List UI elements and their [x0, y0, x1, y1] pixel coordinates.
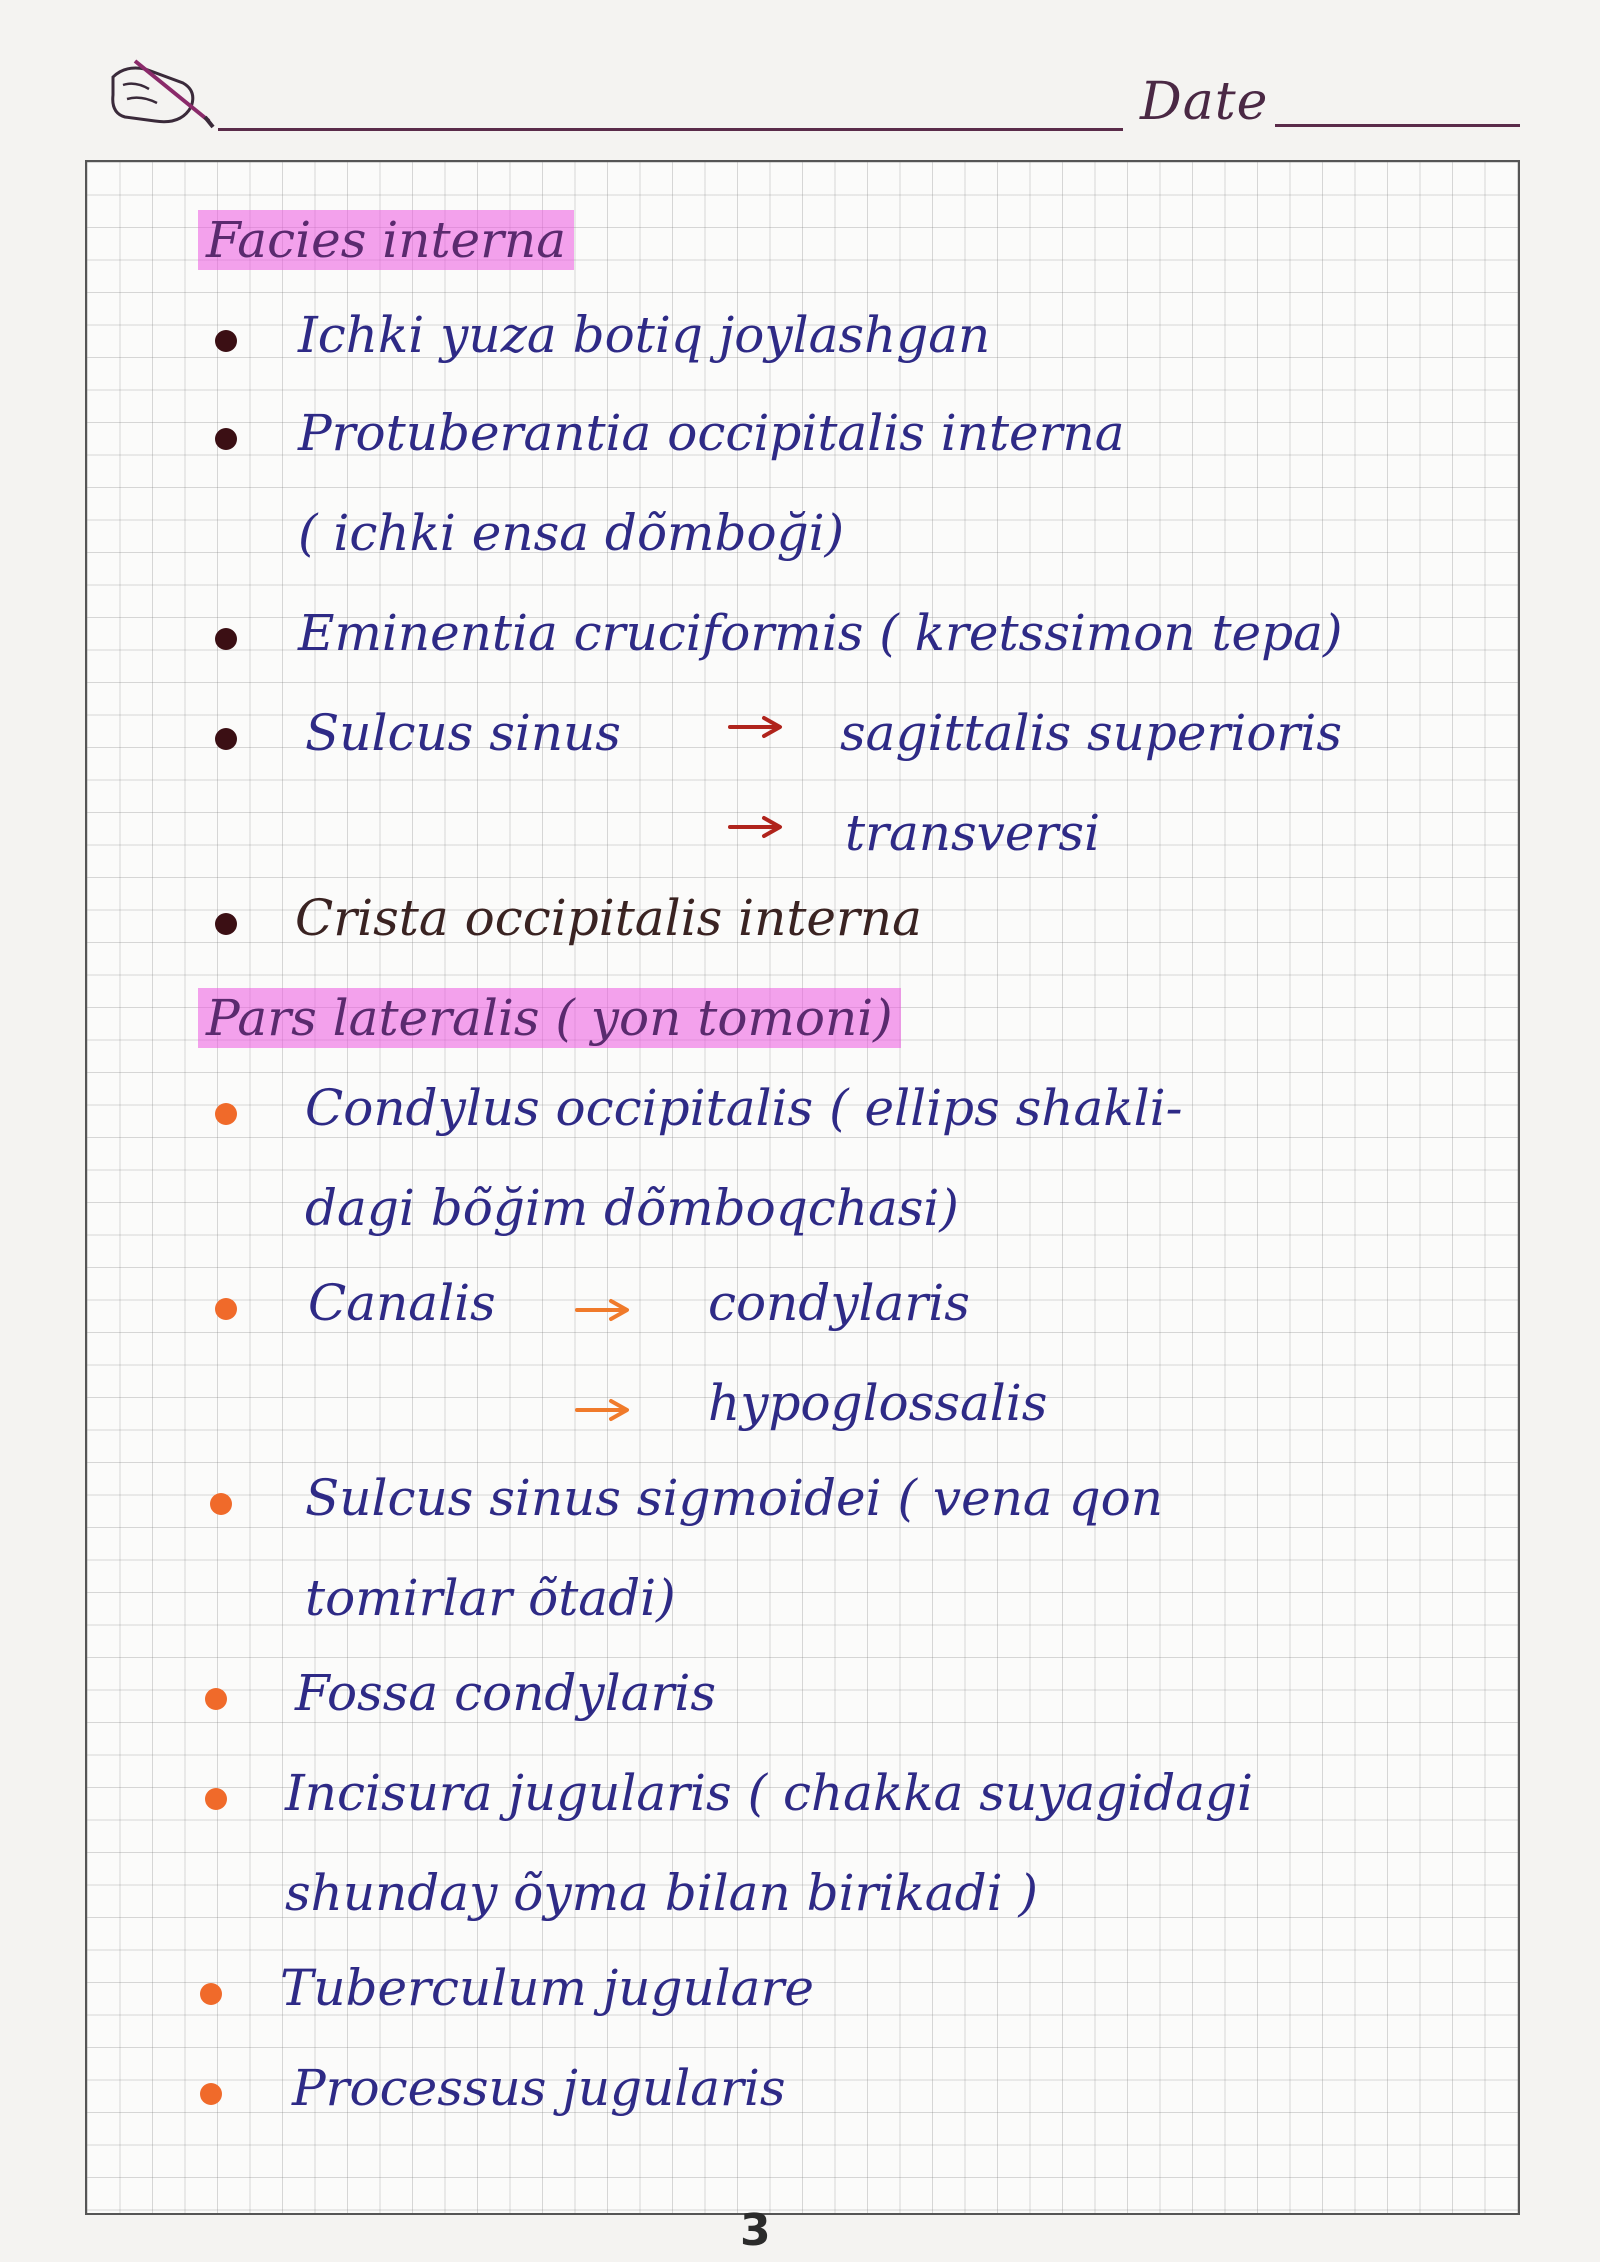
- page-header: [0, 0, 1600, 160]
- note-line: condylaris: [708, 1274, 970, 1332]
- note-line: sagittalis superioris: [840, 704, 1343, 762]
- note-line: Canalis: [308, 1274, 496, 1332]
- note-line: dagi bõğim dõmboqchasi): [305, 1179, 959, 1237]
- bullet-dot: [205, 1788, 227, 1810]
- note-line: tomirlar õtadi): [305, 1569, 676, 1627]
- bullet-dot: [215, 1298, 237, 1320]
- note-line: Tuberculum jugulare: [280, 1959, 814, 2017]
- arrow-right-icon: [575, 1298, 631, 1322]
- note-line: Ichki yuza botiq joylashgan: [298, 306, 991, 364]
- bullet-dot: [200, 1983, 222, 2005]
- bullet-dot: [205, 1688, 227, 1710]
- writing-hand-icon: [105, 55, 215, 135]
- bullet-dot: [215, 428, 237, 450]
- note-line: shunday õyma bilan birikadi ): [285, 1864, 1038, 1922]
- bullet-dot: [200, 2083, 222, 2105]
- section-heading-pars-lateralis: Pars lateralis ( yon tomoni): [198, 988, 901, 1048]
- note-line: Processus jugularis: [292, 2059, 786, 2117]
- note-line: Condylus occipitalis ( ellips shakli-: [305, 1079, 1183, 1137]
- bullet-dot: [215, 913, 237, 935]
- section-heading-facies-interna: Facies interna: [198, 210, 574, 270]
- bullet-dot: [210, 1493, 232, 1515]
- note-line: Sulcus sinus: [305, 704, 621, 762]
- note-line: Fossa condylaris: [295, 1664, 716, 1722]
- arrow-right-icon: [575, 1398, 631, 1422]
- note-line: Sulcus sinus sigmoidei ( vena qon: [305, 1469, 1163, 1527]
- note-line: Crista occipitalis interna: [295, 889, 922, 947]
- date-label: Date: [1140, 72, 1269, 132]
- note-line: hypoglossalis: [708, 1374, 1048, 1432]
- page-number: 3: [740, 2205, 771, 2256]
- note-line: Incisura jugularis ( chakka suyagidagi: [285, 1764, 1254, 1822]
- arrow-right-icon: [728, 715, 784, 739]
- note-line: Protuberantia occipitalis interna: [298, 404, 1125, 462]
- bullet-dot: [215, 1103, 237, 1125]
- note-line: Eminentia cruciformis ( kretssimon tepa): [298, 604, 1343, 662]
- arrow-right-icon: [728, 815, 784, 839]
- note-line: transversi: [845, 804, 1101, 862]
- date-rule: [1275, 124, 1520, 127]
- note-line: ( ichki ensa dõmboği): [298, 504, 845, 562]
- bullet-dot: [215, 728, 237, 750]
- bullet-dot: [215, 628, 237, 650]
- header-rule: [218, 128, 1123, 131]
- bullet-dot: [215, 330, 237, 352]
